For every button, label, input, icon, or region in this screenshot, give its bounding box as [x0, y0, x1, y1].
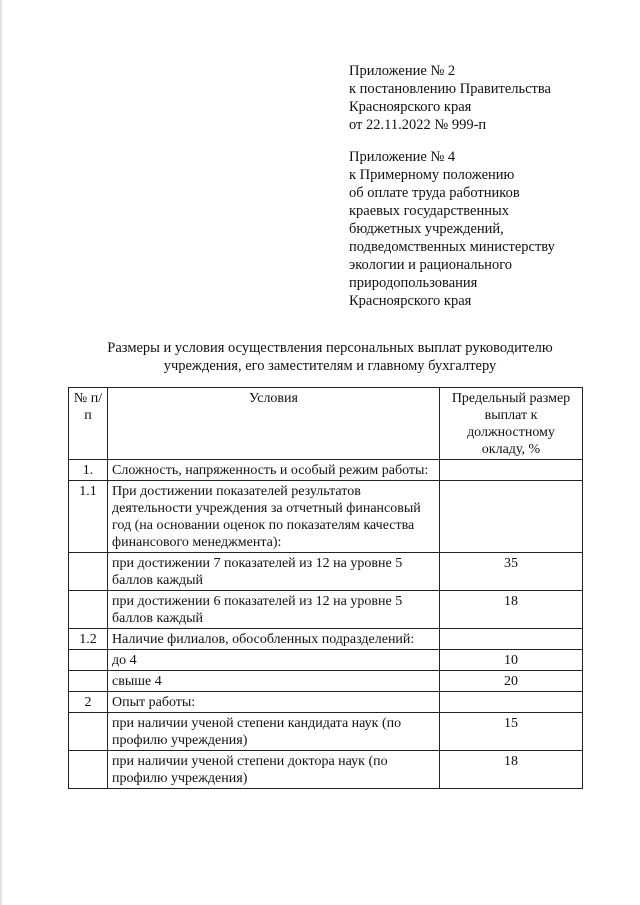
row-condition: Сложность, напряженность и особый режим работы: [108, 460, 440, 481]
row-value [440, 481, 583, 553]
row-value: 10 [440, 650, 583, 671]
row-num [69, 751, 108, 789]
row-value: 20 [440, 671, 583, 692]
row-condition: при наличии ученой степени кандидата наук (по профилю учреждения) [108, 713, 440, 751]
appendix-4-header [349, 148, 619, 310]
appendix-2-line: Приложение № 2 [349, 63, 456, 79]
scan-edge [0, 0, 3, 905]
appendix-2-line: Красноярского края [349, 99, 472, 115]
appendix-2-header [349, 62, 619, 134]
appendix-2-line: к постановлению Правительства [349, 81, 551, 97]
row-condition: при достижении 6 показателей из 12 на уровне 5 баллов каждый [108, 591, 440, 629]
table-row [69, 629, 583, 650]
row-condition: Наличие филиалов, обособленных подразделений: [108, 629, 440, 650]
row-value [440, 629, 583, 650]
table-row [69, 671, 583, 692]
row-num: 1.1 [69, 481, 108, 553]
row-value: 18 [440, 751, 583, 789]
row-num [69, 591, 108, 629]
document-title [80, 339, 580, 375]
row-condition: при наличии ученой степени доктора наук (по профилю учреждения) [108, 751, 440, 789]
table-row [69, 751, 583, 789]
table-row [69, 713, 583, 751]
appendix-4-line: к Примерному положению [349, 167, 515, 183]
row-condition: свыше 4 [108, 671, 440, 692]
row-condition: до 4 [108, 650, 440, 671]
table-row [69, 460, 583, 481]
row-value: 15 [440, 713, 583, 751]
header-max-payment: Предельный размер выплат к должностному окладу, % [440, 388, 583, 460]
row-num [69, 650, 108, 671]
table-row [69, 553, 583, 591]
row-num: 1. [69, 460, 108, 481]
table-row [69, 650, 583, 671]
row-num: 2 [69, 692, 108, 713]
table-row [69, 481, 583, 553]
row-value: 18 [440, 591, 583, 629]
row-condition: при достижении 7 показателей из 12 на уровне 5 баллов каждый [108, 553, 440, 591]
appendix-4-line: Красноярского края [349, 293, 472, 309]
appendix-4-line: бюджетных учреждений, [349, 221, 504, 237]
row-value: 35 [440, 553, 583, 591]
appendix-4-line: краевых государственных [349, 203, 509, 219]
document-title-line-1: Размеры и условия осуществления персональных выплат руководителю [107, 340, 553, 356]
payments-table [68, 387, 583, 789]
row-num [69, 713, 108, 751]
row-value [440, 692, 583, 713]
header-condition: Условия [108, 388, 440, 460]
row-num [69, 553, 108, 591]
table-header-row [69, 388, 583, 460]
appendix-4-line: экологии и рационального [349, 257, 513, 273]
row-condition: Опыт работы: [108, 692, 440, 713]
appendix-2-line: от 22.11.2022 № 999-п [349, 117, 487, 133]
row-condition: При достижении показателей результатов деятельности учреждения за отчетный финансовый год (на основании оценок по показателям качества финансового менеджмента): [108, 481, 440, 553]
row-num [69, 671, 108, 692]
appendix-4-line: об оплате труда работников [349, 185, 520, 201]
row-value [440, 460, 583, 481]
appendix-4-line: природопользования [349, 275, 478, 291]
table-row [69, 591, 583, 629]
table-row [69, 692, 583, 713]
appendix-4-line: подведомственных министерству [349, 239, 555, 255]
document-title-line-2: учреждения, его заместителям и главному бухгалтеру [163, 358, 497, 374]
appendix-4-line: Приложение № 4 [349, 149, 456, 165]
row-num: 1.2 [69, 629, 108, 650]
header-num: № п/п [69, 388, 108, 460]
